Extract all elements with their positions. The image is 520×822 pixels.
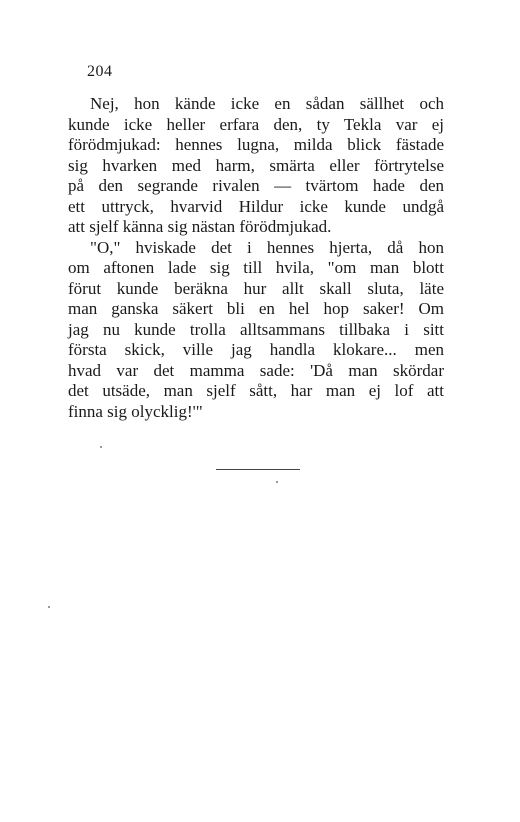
text-line: förödmjukad: hennes lugna, milda blick fästade bbox=[68, 135, 444, 154]
text-line: sig hvarken med harm, smärta eller förtrytelse bbox=[68, 155, 444, 175]
section-divider bbox=[216, 469, 300, 470]
text-line: ett uttryck, hvarvid Hildur icke kunde undgå bbox=[68, 196, 444, 216]
text-line: att sjelf känna sig nästan förödmjukad. bbox=[68, 217, 332, 236]
text-line: på den segrande rivalen — tvärtom hade den bbox=[68, 176, 444, 195]
text-line: förut kunde beräkna hur allt skall sluta, läte bbox=[68, 278, 444, 298]
text-line: finna sig olycklig!'" bbox=[68, 401, 203, 421]
body-text bbox=[68, 94, 444, 422]
text-line: om aftonen lade sig till hvila, "om man blott bbox=[68, 258, 444, 277]
print-speck bbox=[48, 606, 50, 608]
text-line: hvad var det mamma sade: 'Då man skördar bbox=[68, 360, 444, 380]
text-line: Nej, hon kände icke en sådan sällhet och bbox=[90, 94, 444, 113]
text-line: första skick, ville jag handla klokare... men bbox=[68, 340, 444, 359]
print-speck bbox=[276, 481, 278, 483]
paragraph bbox=[68, 94, 444, 238]
text-line: "O," hviskade det i hennes hjerta, då hon bbox=[90, 237, 444, 257]
page-number: 204 bbox=[87, 63, 113, 80]
text-line: jag nu kunde trolla alltsammans tillbaka i sitt bbox=[68, 319, 444, 339]
paragraph bbox=[68, 238, 444, 423]
print-speck bbox=[100, 446, 102, 448]
text-line: man ganska säkert bli en hel hop saker! Om bbox=[68, 299, 444, 318]
text-line: det utsäde, man sjelf sått, har man ej lof att bbox=[68, 381, 444, 400]
text-line: kunde icke heller erfara den, ty Tekla var ej bbox=[68, 114, 444, 134]
